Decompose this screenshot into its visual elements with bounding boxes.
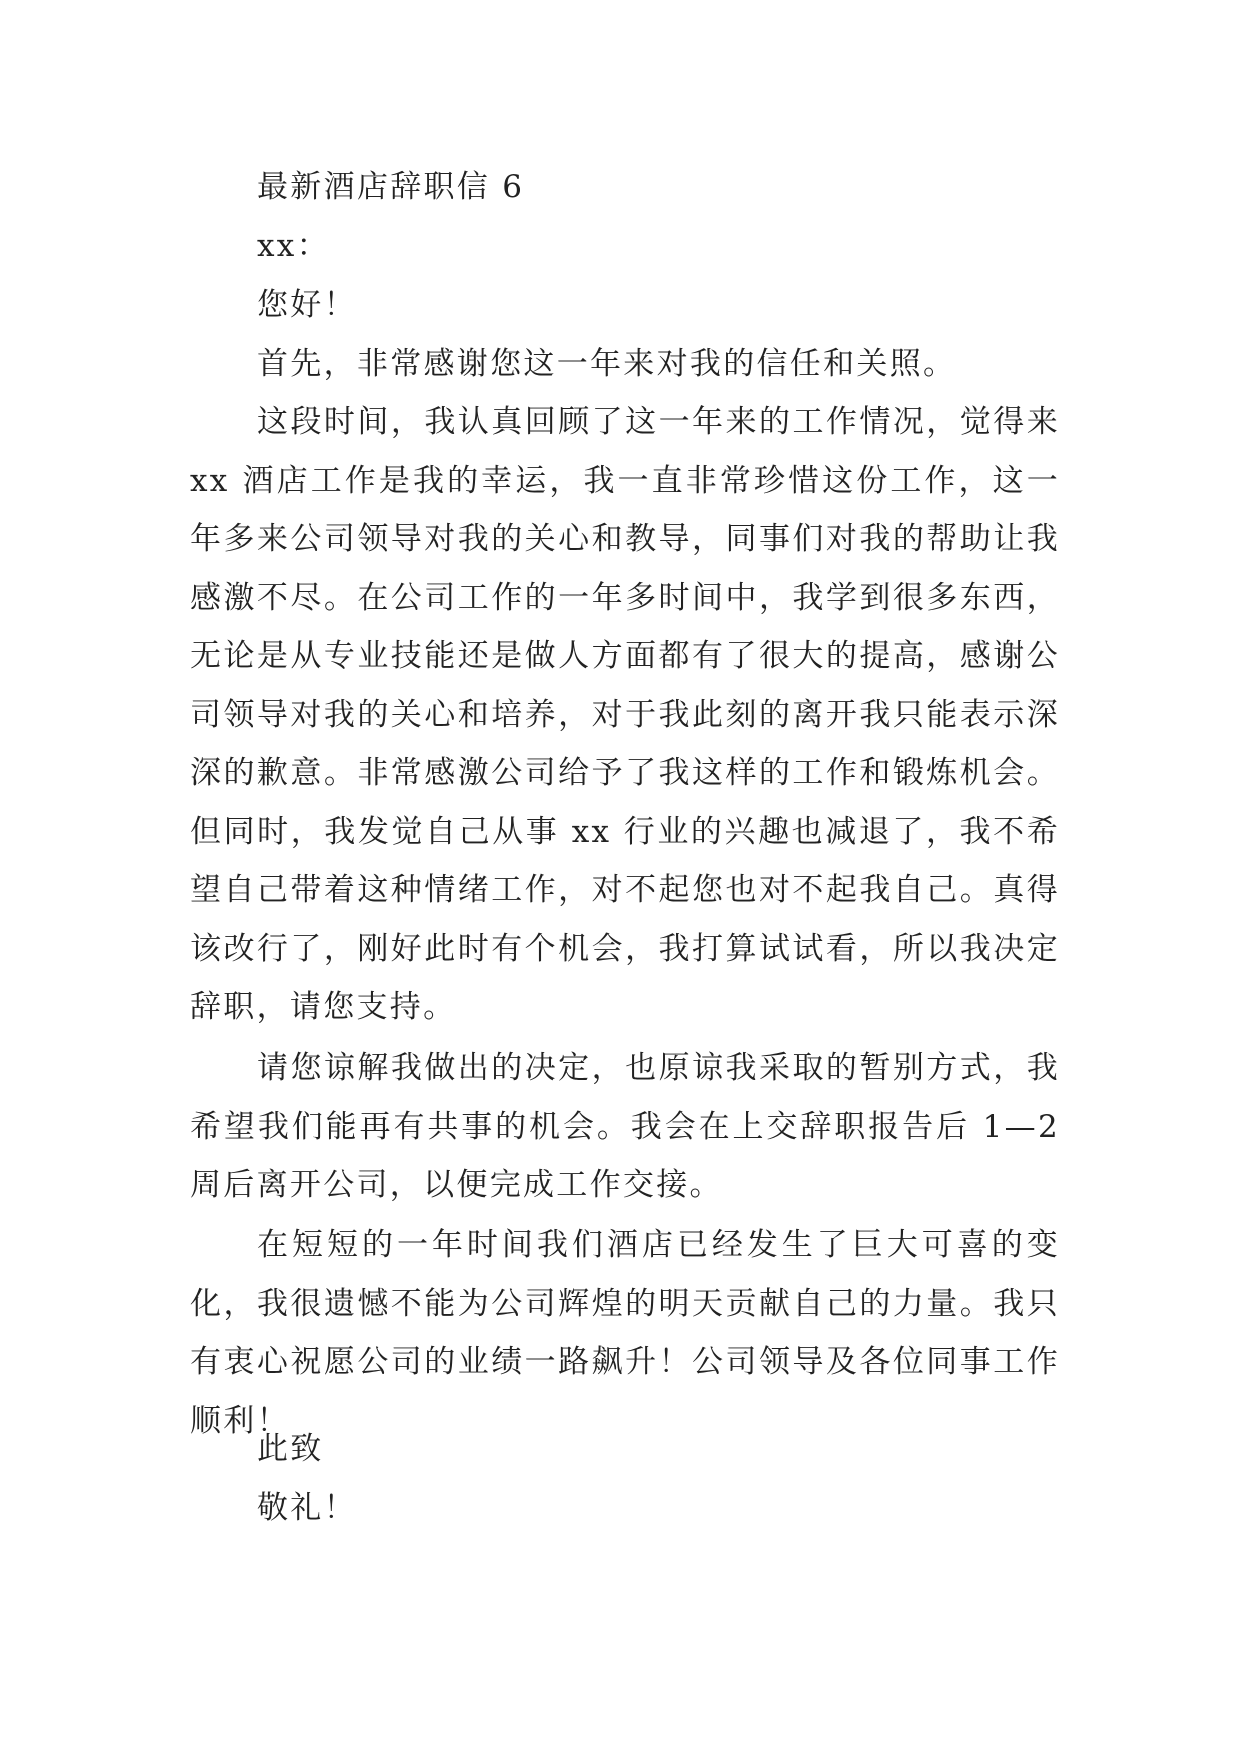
closing-line-2: 敬礼！ xyxy=(257,1490,357,1526)
greeting: 您好！ xyxy=(257,287,357,323)
paragraph-reflection: 这段时间，我认真回顾了这一年来的工作情况，觉得来 xx 酒店工作是我的幸运，我一直非常珍惜这份工作，这一年多来公司领导对我的关心和教导，同事们对我的帮助让我感激不尽。在公司工作的一年多时间中，我学到很多东西，无论是从专业技能还是做人方面都有了很大的提高，感谢公司领导对我的关心和培养，对于我此刻的离开我只能表示深深的歉意。非常感激公司给予了我这样的工作和锻炼机会。但同时，我发觉自己从事 xx 行业的兴趣也减退了，我不希望自己带着这种情绪工作，对不起您也对不起我自己。真得该改行了，刚好此时有个机会，我打算试试看，所以我决定辞职，请您支持。 xyxy=(190,404,1060,1025)
paragraph-wishes: 在短短的一年时间我们酒店已经发生了巨大可喜的变化，我很遗憾不能为公司辉煌的明天贡献自己的力量。我只有衷心祝愿公司的业绩一路飙升！公司领导及各位同事工作顺利！ xyxy=(190,1227,1060,1439)
salutation: xx： xyxy=(257,228,330,264)
document-title: 最新酒店辞职信 6 xyxy=(257,169,525,205)
paragraph-understanding: 请您谅解我做出的决定，也原谅我采取的暂别方式，我希望我们能再有共事的机会。我会在上交辞职报告后 1—2 周后离开公司，以便完成工作交接。 xyxy=(190,1050,1060,1203)
closing-line-1: 此致 xyxy=(257,1431,324,1467)
paragraph-thanks: 首先，非常感谢您这一年来对我的信任和关照。 xyxy=(257,346,957,382)
